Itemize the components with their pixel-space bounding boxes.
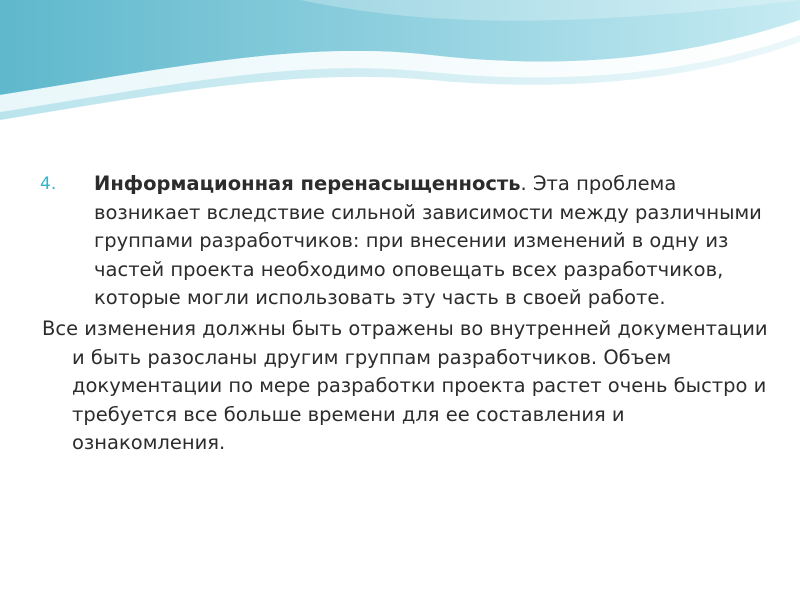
note-paragraph: Все изменения должны быть отражены во внутренней документации и быть разосланы другим группам разработчиков. Объем документации по мере разработки проекта растет очень быстро и требуется все больше времени для ее составления и ознакомления. [42,316,768,455]
list-item-text: . Эта проблема возникает вследствие сильной зависимости между различными группами разработчиков: при внесении изменений в одну из частей проекта необходимо оповещать всех разработчиков, которые могли использовать эту часть в своей работе. [94,172,762,310]
list-item-bold-lead: Информационная перенасыщенность [94,172,521,195]
list-item [40,170,780,313]
list-item-number: 4. [40,174,57,194]
header-wave-decoration [0,0,800,130]
slide-body [40,170,780,458]
